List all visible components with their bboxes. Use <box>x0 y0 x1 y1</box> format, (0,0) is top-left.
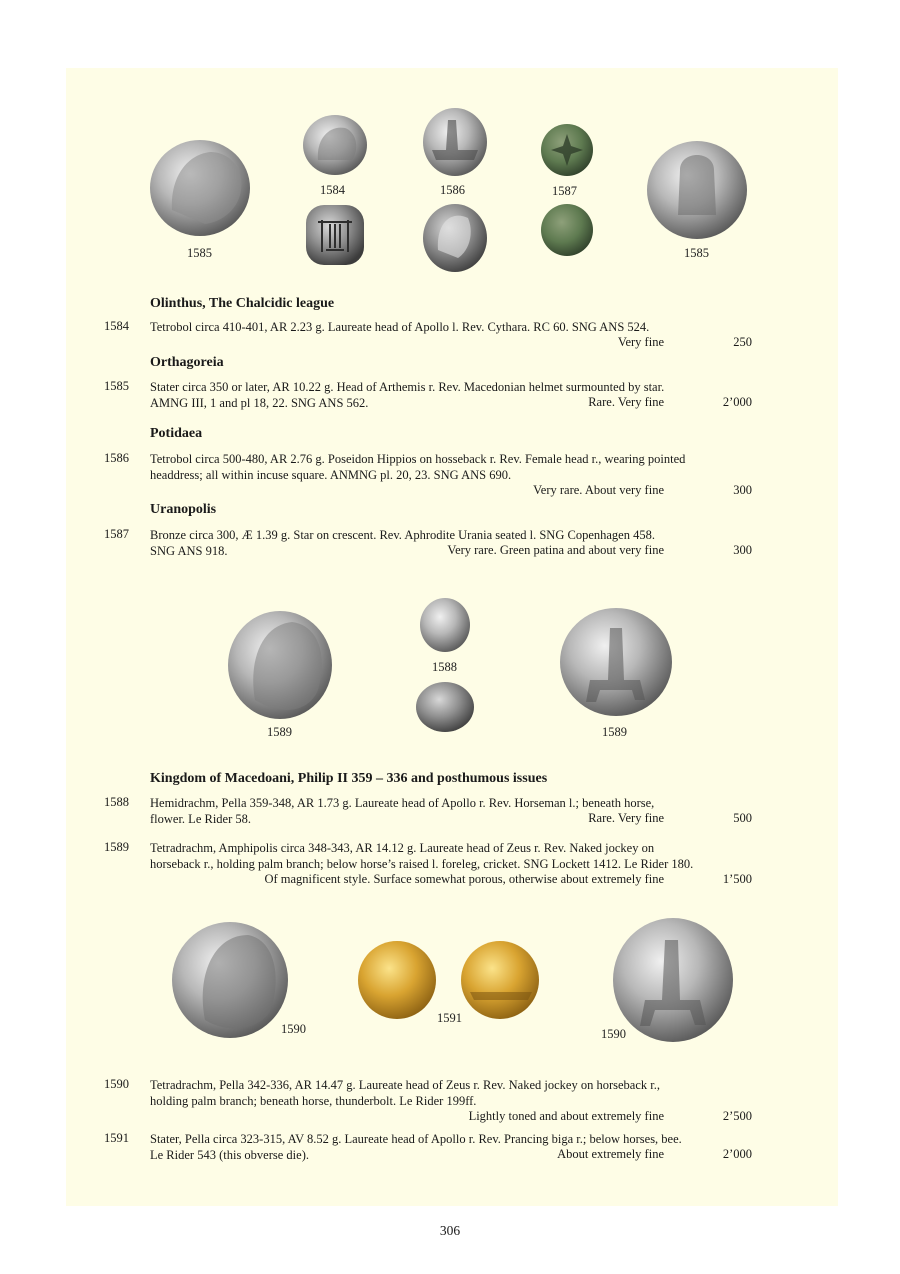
lot-1590-description: Tetradrachm, Pella 342-336, AR 14.47 g. Laureate head of Zeus r. Rev. Naked jockey on horseback r., <box>150 1078 660 1092</box>
coin-1589-reverse <box>560 608 672 716</box>
lot-1591-price: 2’000 <box>722 1147 752 1161</box>
lot-1588-references: flower. Le Rider 58. <box>150 812 252 826</box>
lot-1584-description: Tetrobol circa 410-401, AR 2.23 g. Laureate head of Apollo l. Rev. Cythara. RC 60. SNG ANS 524. <box>150 320 650 334</box>
lot-1587-description: Bronze circa 300, Æ 1.39 g. Star on crescent. Rev. Aphrodite Urania seated l. SNG Copenhagen 458. <box>150 528 655 542</box>
lot-1588-description: Hemidrachm, Pella 359-348, AR 1.73 g. Laureate head of Apollo r. Rev. Horseman l.; beneath horse, <box>150 796 655 810</box>
section-title-macedon: Kingdom of Macedoani, Philip II 359 – 336 and posthumous issues <box>150 771 548 786</box>
coin-1584-obverse <box>303 115 367 175</box>
lot-number-1586: 1586 <box>104 451 129 465</box>
lot-number-1591: 1591 <box>104 1131 129 1145</box>
lot-1588-grade: Rare. Very fine <box>588 811 664 825</box>
coin-label-1588: 1588 <box>432 660 457 674</box>
lot-1590-references: holding palm branch; beneath horse, thunderbolt. Le Rider 199ff. <box>150 1094 477 1108</box>
coin-1588-reverse <box>416 682 474 732</box>
coin-1587-obverse <box>541 124 593 176</box>
lot-number-1585: 1585 <box>104 379 129 393</box>
coin-label-1584: 1584 <box>320 183 345 197</box>
coin-1591-reverse <box>461 941 539 1019</box>
lot-1585-price: 2’000 <box>722 395 752 409</box>
lot-1589-description: Tetradrachm, Amphipolis circa 348-343, AR 14.12 g. Laureate head of Zeus r. Rev. Naked jockey on <box>150 841 655 855</box>
coin-1589-obverse <box>228 611 332 719</box>
lot-1586-price: 300 <box>733 483 752 497</box>
section-title-uranopolis: Uranopolis <box>150 502 217 517</box>
lot-number-1590: 1590 <box>104 1077 129 1091</box>
lot-1590-price: 2’500 <box>722 1109 752 1123</box>
coin-1588-obverse <box>420 598 470 652</box>
coin-label-1590-right: 1590 <box>601 1027 626 1041</box>
lot-1588-price: 500 <box>733 811 752 825</box>
section-title-olinthus: Olinthus, The Chalcidic league <box>150 296 335 311</box>
lot-1589-grade: Of magnificent style. Surface somewhat porous, otherwise about extremely fine <box>264 872 664 886</box>
lot-1586-references: headdress; all within incuse square. ANMNG pl. 20, 23. SNG ANS 690. <box>150 468 512 482</box>
coin-1585-obverse <box>150 140 250 236</box>
coin-label-1591: 1591 <box>437 1011 462 1025</box>
lot-number-1589: 1589 <box>104 840 129 854</box>
lot-1591-description: Stater, Pella circa 323-315, AV 8.52 g. Laureate head of Apollo r. Rev. Prancing biga r.; below horses, bee. <box>150 1132 682 1146</box>
lot-1590-grade: Lightly toned and about extremely fine <box>468 1109 664 1123</box>
lot-1587-references: SNG ANS 918. <box>150 544 228 558</box>
lot-1585-references: AMNG III, 1 and pl 18, 22. SNG ANS 562. <box>150 396 369 410</box>
coin-1587-reverse <box>541 204 593 256</box>
lot-1585-grade: Rare. Very fine <box>588 395 664 409</box>
coin-1590-reverse <box>613 918 733 1042</box>
coin-1586-reverse <box>423 204 487 272</box>
coin-1586-obverse <box>423 108 487 176</box>
coin-label-1587: 1587 <box>552 184 577 198</box>
lot-1591-references: Le Rider 543 (this obverse die). <box>150 1148 309 1162</box>
coin-label-1589-right: 1589 <box>602 725 627 739</box>
coin-label-1589-left: 1589 <box>267 725 292 739</box>
section-title-orthagoreia: Orthagoreia <box>150 355 224 370</box>
lot-1586-grade: Very rare. About very fine <box>533 483 664 497</box>
lot-1587-price: 300 <box>733 543 752 557</box>
lot-number-1588: 1588 <box>104 795 129 809</box>
page-number: 306 <box>439 1223 461 1238</box>
lot-1585-description: Stater circa 350 or later, AR 10.22 g. Head of Arthemis r. Rev. Macedonian helmet surmounted by star. <box>150 380 665 394</box>
lot-1591-grade: About extremely fine <box>557 1147 664 1161</box>
coin-1591-obverse <box>358 941 436 1019</box>
lot-1589-price: 1’500 <box>722 872 752 886</box>
lot-1586-description: Tetrobol circa 500-480, AR 2.76 g. Poseidon Hippios on hosseback r. Rev. Female head r., wearing pointed <box>150 452 686 466</box>
coin-1584-reverse <box>306 205 364 265</box>
coin-1585-reverse <box>647 141 747 239</box>
lot-1589-references: horseback r., holding palm branch; below horse’s raised l. foreleg, cricket. SNG Lockett 1412. Le Rider 180. <box>150 857 694 871</box>
lot-1587-grade: Very rare. Green patina and about very fine <box>447 543 664 557</box>
lot-1584-price: 250 <box>733 335 752 349</box>
coin-label-1586: 1586 <box>440 183 465 197</box>
lot-number-1584: 1584 <box>104 319 129 333</box>
coin-label-1585-left: 1585 <box>187 246 212 260</box>
lot-1584-grade: Very fine <box>617 335 664 349</box>
section-title-potidaea: Potidaea <box>150 426 203 441</box>
coin-label-1590-left: 1590 <box>281 1022 306 1036</box>
lot-number-1587: 1587 <box>104 527 129 541</box>
coin-1590-obverse <box>172 922 288 1038</box>
coin-label-1585-right: 1585 <box>684 246 709 260</box>
